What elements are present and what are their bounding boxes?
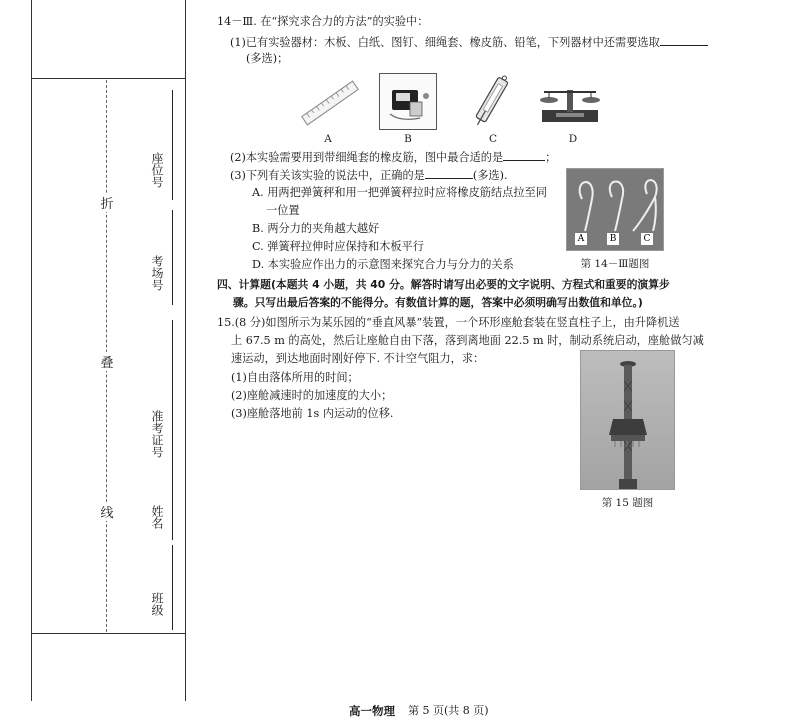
margin-bottom-divider bbox=[31, 633, 186, 634]
q14-part3: (3)下列有关该实验的说法中，正确的是 (多选). bbox=[230, 169, 508, 182]
q14-part1-blank[interactable] bbox=[660, 35, 708, 46]
field-name: 姓名 bbox=[150, 505, 164, 529]
q15-sub3: (3)座舱落地前 1s 内运动的位移. bbox=[231, 407, 394, 420]
fig14-label-c: C bbox=[643, 234, 651, 244]
fold-char-die: 叠 bbox=[100, 352, 114, 371]
field-seat-number: 座位号 bbox=[150, 152, 164, 188]
class-line[interactable] bbox=[172, 545, 173, 630]
balance-scale-image bbox=[536, 80, 604, 125]
q14-option-a-line1: A. 用两把弹簧秤和用一把弹簧秤拉时应将橡皮筋结点拉至同 bbox=[252, 186, 547, 199]
q15-sub2: (2)座舱减速时的加速度的大小； bbox=[231, 389, 393, 402]
fold-char-zhe: 折 bbox=[100, 193, 114, 212]
q14-title: 14－Ⅲ. 在“探究求合力的方法”的实验中： bbox=[217, 15, 429, 28]
spring-scale-image bbox=[465, 72, 515, 132]
q15-line1: 15.(8 分)如图所示为某乐园的“垂直风暴”装置，一个环形座舱套装在竖直柱子上，由升降机送 bbox=[217, 316, 680, 329]
fold-char-xian: 线 bbox=[100, 502, 114, 521]
fig15-caption: 第 15 题图 bbox=[601, 497, 654, 509]
fig14-label-a: A bbox=[577, 234, 585, 244]
section4-line2: 骤。只写出最后答案的不能得分。有数值计算的题，答案中必须明确写出数值和单位。) bbox=[233, 296, 643, 309]
exam-room-line[interactable] bbox=[172, 210, 173, 305]
q14-option-c: C. 弹簧秤拉伸时应保持和木板平行 bbox=[252, 240, 424, 253]
q14-option-b: B. 两分力的夹角越大越好 bbox=[252, 222, 380, 235]
rubber-band-photo bbox=[566, 168, 664, 251]
q14-part1-line2: (多选)； bbox=[246, 52, 289, 65]
q15-line3: 速运动，到达地面时刚好停下. 不计空气阻力，求： bbox=[231, 352, 485, 365]
q14-part3-blank[interactable] bbox=[425, 168, 473, 179]
equip-label-c: C bbox=[488, 133, 498, 145]
field-exam-room: 考场号 bbox=[150, 255, 164, 291]
q14-part2-blank[interactable] bbox=[503, 150, 545, 161]
equip-label-a: A bbox=[324, 133, 332, 145]
equip-label-b: B bbox=[404, 133, 412, 145]
q14-part1-line1: (1)已有实验器材：木板、白纸、图钉、细绳套、橡皮筋、铅笔，下列器材中还需要选取 bbox=[230, 35, 708, 50]
admission-number-line[interactable] bbox=[172, 320, 173, 475]
margin-top-divider bbox=[31, 78, 186, 79]
field-admission-number: 准考证号 bbox=[150, 410, 164, 458]
q14-option-a-line2: 一位置 bbox=[266, 204, 300, 217]
ruler-image bbox=[295, 74, 365, 132]
q14-option-d: D. 本实验应作出力的示意图来探究合力与分力的关系 bbox=[252, 258, 514, 271]
fig14-caption: 第 14－Ⅲ题图 bbox=[580, 258, 650, 270]
stopwatch-image bbox=[379, 73, 437, 130]
equip-label-d: D bbox=[568, 133, 578, 145]
tower-photo bbox=[580, 350, 675, 490]
name-line[interactable] bbox=[172, 470, 173, 540]
footer-subject: 高一物理 bbox=[349, 704, 395, 718]
q14-part2: (2)本实验需要用到带细绳套的橡皮筋，图中最合适的是 ； bbox=[230, 151, 557, 164]
field-class: 班级 bbox=[150, 592, 164, 616]
q15-sub1: (1)自由落体所用的时间； bbox=[231, 371, 359, 384]
section4-line1: 四、计算题(本题共 4 小题，共 40 分。解答时请写出必要的文字说明、方程式和重要的演算步 bbox=[217, 278, 670, 291]
seat-number-line[interactable] bbox=[172, 90, 173, 200]
q15-line2: 上 67.5 m 的高处，然后让座舱自由下落，落到离地面 22.5 m 时，制动系统启动，座舱做匀减 bbox=[231, 334, 704, 347]
footer-page-number: 第 5 页(共 8 页) bbox=[408, 704, 489, 717]
fig14-label-b: B bbox=[609, 234, 617, 244]
